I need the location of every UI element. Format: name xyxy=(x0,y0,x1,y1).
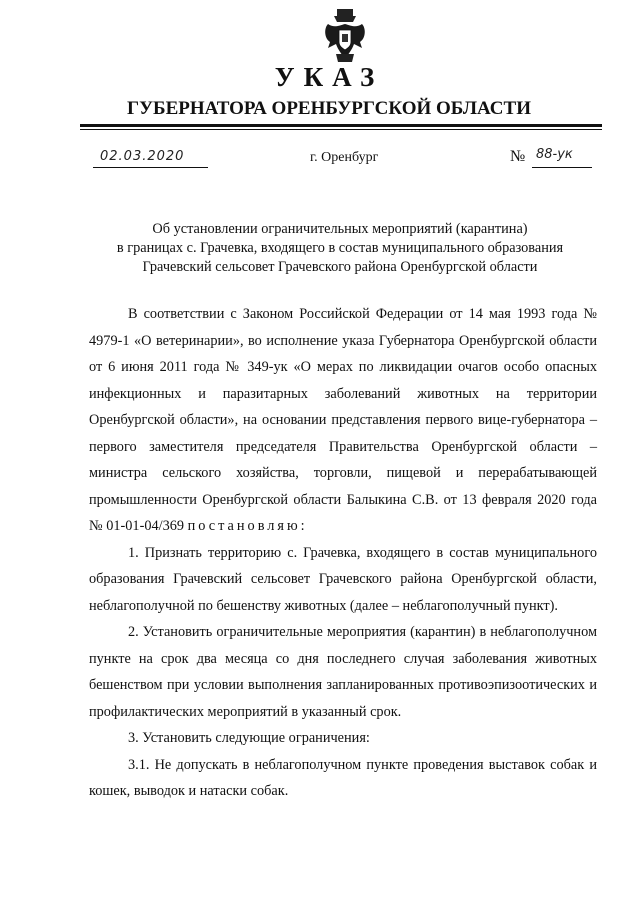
item-1-paragraph: 1. Признать территорию с. Грачевка, входящего в состав муниципального образования Грачевский сельсовет Грачевского района Оренбургской области, неблагополучной по бешенству животных (далее – неблагополучный пункт). xyxy=(89,544,597,614)
header-rule-thick xyxy=(80,124,602,127)
preamble-text: В соответствии с Законом Российской Федерации от 14 мая 1993 года № 4979-1 «О ветеринарии», во исполнение указа Губернатора Оренбургской области от 6 июня 2011 года № 349-ук «О мерах по ликвидации очагов особо опасных инфекционных и паразитарных заболеваний животных на территории Оренбургской области», на основании представления первого вице-губернатора – первого заместителя председателя Правительства Оренбургской области – министра сельского хозяйства, торговли, пищевой и перерабатывающей промышленности Оренбургской области Балыкина С.В. от 13 февраля 2020 года № 01-01-04/369 xyxy=(89,306,597,534)
header-rule-thin xyxy=(80,129,602,130)
subject-line: в границах с. Грачевка, входящего в состав муниципального образования xyxy=(116,240,564,256)
subject-line: Об установлении ограничительных мероприятий (карантина) xyxy=(152,221,528,237)
item-3-paragraph: 3. Установить следующие ограничения: xyxy=(128,730,370,746)
decree-city: г. Оренбург xyxy=(310,150,379,165)
item-3-1-paragraph: 3.1. Не допускать в неблагополучном пункте проведения выставок собак и кошек, выводок и натаски собак. xyxy=(89,756,597,799)
subject-line: Грачевский сельсовет Грачевского района Оренбургской области xyxy=(142,259,538,275)
preamble-paragraph xyxy=(89,301,597,540)
decree-body xyxy=(89,301,597,805)
decree-number-label: № xyxy=(510,148,526,165)
decree-word: постановляю: xyxy=(187,518,308,534)
decree-date: 02.03.2020 xyxy=(100,149,185,164)
item-2-paragraph: 2. Установить ограничительные мероприятия (карантин) в неблагополучном пункте на срок два месяца со дня последнего случая заболевания животных бешенством при условии выполнения запланированных противоэпизоотических и профилактических мероприятий в указанный срок. xyxy=(89,624,597,720)
number-underline xyxy=(532,167,592,168)
date-underline xyxy=(93,167,208,168)
coat-of-arms-emblem xyxy=(322,8,368,66)
document-subtitle: ГУБЕРНАТОРА ОРЕНБУРГСКОЙ ОБЛАСТИ xyxy=(127,98,531,119)
decree-number-value: 88-ук xyxy=(536,147,573,162)
decree-subject xyxy=(90,220,590,277)
document-title: УКАЗ xyxy=(274,62,384,92)
